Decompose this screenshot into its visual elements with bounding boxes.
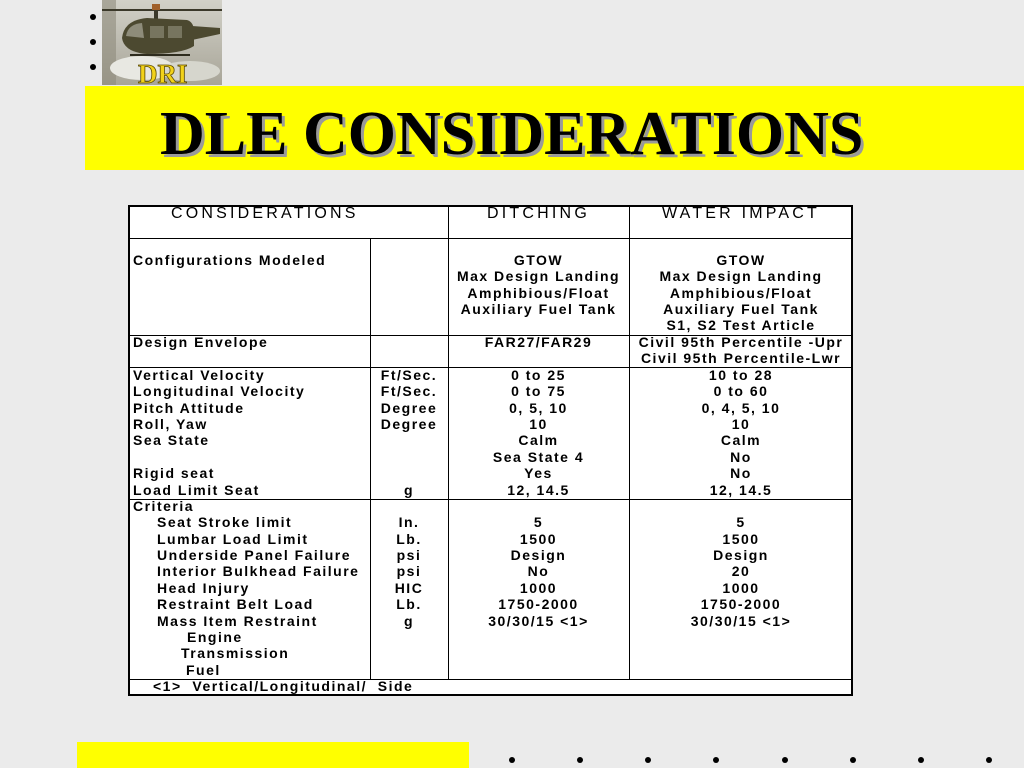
footnote: <1> Vertical/Longitudinal/ Side [153, 677, 414, 694]
unit-value: In. [398, 514, 420, 531]
unit-value: Lb. [396, 596, 422, 613]
water-impact-value: Design [713, 546, 769, 563]
ditching-value: Design [510, 546, 567, 563]
row-label: Rigid seat [133, 465, 215, 482]
logo-text: DRI [138, 59, 188, 85]
row-label: Load Limit Seat [133, 481, 260, 498]
ditching-value: 5 [533, 514, 544, 531]
footer-dot [645, 757, 651, 763]
considerations-table [128, 205, 853, 696]
row-label: Seat Stroke limit [157, 514, 293, 531]
bullet-dot [90, 64, 96, 70]
header-considerations: CONSIDERATIONS [171, 204, 359, 222]
row-label: Restraint Belt Load [157, 596, 314, 613]
ditching-value: Calm [518, 432, 559, 449]
logo-photo [102, 0, 222, 85]
unit-value: HIC [394, 579, 424, 596]
water-impact-value: 30/30/15 <1> [690, 612, 792, 629]
ditching-value: 0, 5, 10 [509, 399, 568, 416]
ditching-value: 0 to 25 [511, 366, 566, 383]
row-label: Design Envelope [133, 333, 269, 350]
footer-dot [713, 757, 719, 763]
water-impact-value: Civil 95th Percentile -Upr [638, 333, 844, 350]
water-impact-value: Auxiliary Fuel Tank [663, 300, 819, 317]
ditching-value: 1000 [519, 579, 558, 596]
ditching-value: Max Design Landing [456, 268, 621, 285]
row-label: Interior Bulkhead Failure [157, 563, 360, 580]
footer-yellow-bar [77, 742, 469, 768]
unit-value: g [403, 481, 415, 498]
footer-dot [782, 757, 788, 763]
ditching-value: 1500 [519, 530, 558, 547]
unit-value: g [403, 612, 415, 629]
table-border [128, 205, 853, 696]
ditching-value: GTOW [513, 251, 564, 268]
footer-dot [509, 757, 515, 763]
water-impact-value: Max Design Landing [659, 268, 823, 285]
header-water-impact: WATER IMPACT [661, 204, 821, 222]
water-impact-value: Amphibious/Float [669, 284, 813, 301]
ditching-value: 12, 14.5 [507, 481, 570, 498]
row-label: Underside Panel Failure [157, 546, 351, 563]
row-label: Fuel [186, 661, 221, 678]
row-label: Transmission [181, 645, 290, 662]
row-label: Lumbar Load Limit [157, 530, 309, 547]
row-label: Head Injury [157, 579, 250, 596]
unit-value: Degree [380, 415, 438, 432]
water-impact-value: 10 to 28 [708, 366, 774, 383]
water-impact-value: No [730, 448, 752, 465]
water-impact-value: 0, 4, 5, 10 [701, 399, 781, 416]
unit-value: Degree [380, 399, 438, 416]
helicopter-photo [102, 0, 222, 85]
water-impact-value: 0 to 60 [713, 383, 769, 400]
row-label: Roll, Yaw [133, 415, 208, 432]
row-label: Pitch Attitude [133, 399, 245, 416]
ditching-value: 0 to 75 [511, 383, 566, 400]
ditching-value: Auxiliary Fuel Tank [460, 300, 617, 317]
ditching-value: 10 [529, 415, 548, 432]
water-impact-value: Civil 95th Percentile-Lwr [640, 350, 842, 367]
water-impact-value: 1000 [722, 579, 760, 596]
ditching-value: Amphibious/Float [467, 284, 610, 301]
footer-dot [577, 757, 583, 763]
water-impact-value: 5 [736, 514, 746, 531]
unit-value: Ft/Sec. [380, 383, 438, 400]
water-impact-value: 1750-2000 [700, 596, 782, 613]
footer-dot [850, 757, 856, 763]
ditching-value: 1750-2000 [498, 596, 579, 613]
ditching-value: Sea State 4 [492, 448, 585, 465]
ditching-value: No [527, 563, 550, 580]
row-label: Criteria [133, 497, 195, 514]
bullet-dot [90, 39, 96, 45]
water-impact-value: 20 [731, 563, 751, 580]
row-label: Vertical Velocity [133, 366, 266, 383]
water-impact-value: S1, S2 Test Article [666, 317, 816, 334]
bullet-dot [90, 14, 96, 20]
water-impact-value: No [730, 465, 752, 482]
row-label: Configurations Modeled [133, 251, 327, 268]
ditching-value: Yes [524, 465, 553, 482]
footer-dot [986, 757, 992, 763]
water-impact-value: 1500 [722, 530, 760, 547]
unit-value: psi [396, 546, 422, 563]
ditching-value: FAR27/FAR29 [484, 333, 593, 350]
unit-value: Ft/Sec. [380, 366, 438, 383]
water-impact-value: Calm [720, 432, 762, 449]
ditching-value: 30/30/15 <1> [488, 612, 589, 629]
footer-dot [918, 757, 924, 763]
water-impact-value: GTOW [716, 251, 766, 268]
row-label: Engine [187, 628, 243, 645]
title-banner [85, 86, 1024, 170]
unit-value: psi [396, 563, 422, 580]
water-impact-value: 10 [731, 415, 751, 432]
unit-value: Lb. [396, 530, 422, 547]
slide-title: DLE CONSIDERATIONS [160, 100, 864, 168]
water-impact-value: 12, 14.5 [709, 481, 773, 498]
row-label: Mass Item Restraint [157, 612, 318, 629]
header-ditching: DITCHING [487, 204, 590, 222]
row-label: Longitudinal Velocity [133, 383, 306, 400]
row-label: Sea State [133, 432, 210, 449]
